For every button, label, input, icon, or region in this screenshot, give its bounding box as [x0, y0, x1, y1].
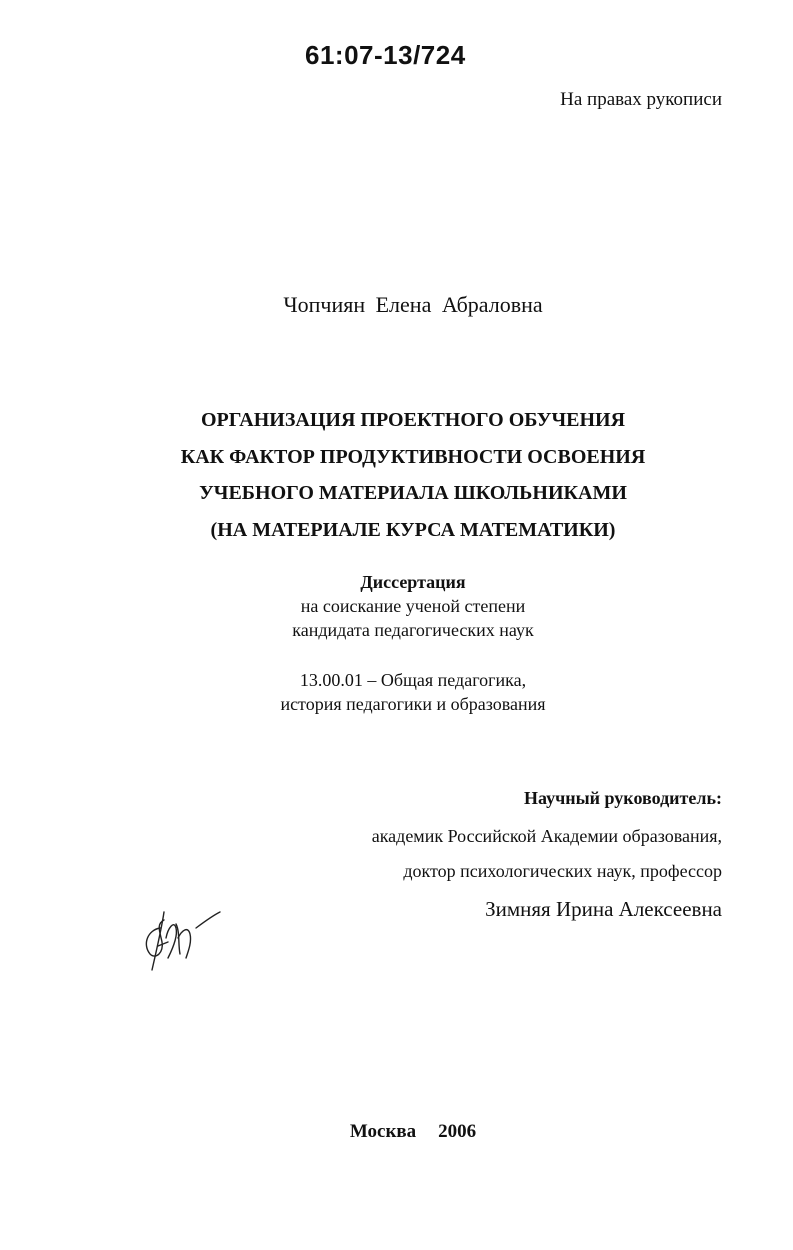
supervisor-title-line: доктор психологических наук, профессор: [403, 861, 722, 881]
specialty-name-line: история педагогики и образования: [280, 694, 546, 714]
supervisor-heading: Научный руководитель:: [524, 788, 722, 808]
author-name: Чопчиян Елена Абраловна: [283, 292, 543, 317]
dissertation-block: [0, 570, 793, 642]
title-line: (НА МАТЕРИАЛЕ КУРСА МАТЕМАТИКИ): [210, 518, 616, 541]
city: Москва: [349, 1121, 417, 1142]
signature-icon: [138, 898, 228, 978]
supervisor-title-line: академик Российской Академии образования,: [371, 826, 722, 846]
title-line: УЧЕБНОГО МАТЕРИАЛА ШКОЛЬНИКАМИ: [199, 482, 627, 504]
city-year: [0, 1121, 793, 1143]
signature-drawing: [138, 898, 228, 978]
specialty-code-line: 13.00.01 – Общая педагогика,: [299, 670, 527, 690]
supervisor-block: [372, 786, 722, 922]
rights-note: На правах рукописи: [560, 89, 722, 110]
dissertation-heading: Диссертация: [360, 572, 466, 592]
supervisor-name: Зимняя Ирина Алексеевна: [485, 897, 722, 921]
dissertation-title: [0, 402, 793, 548]
dissertation-degree-line: на соискание ученой степени: [300, 596, 526, 616]
title-line: КАК ФАКТОР ПРОДУКТИВНОСТИ ОСВОЕНИЯ: [180, 445, 646, 468]
year: 2006: [438, 1121, 477, 1142]
dissertation-degree-line: кандидата педагогических наук: [292, 620, 534, 640]
archive-code-stamp: 61:07-13/724: [305, 40, 466, 70]
title-line: ОРГАНИЗАЦИЯ ПРОЕКТНОГО ОБУЧЕНИЯ: [200, 409, 626, 431]
specialty-block: [0, 668, 793, 716]
